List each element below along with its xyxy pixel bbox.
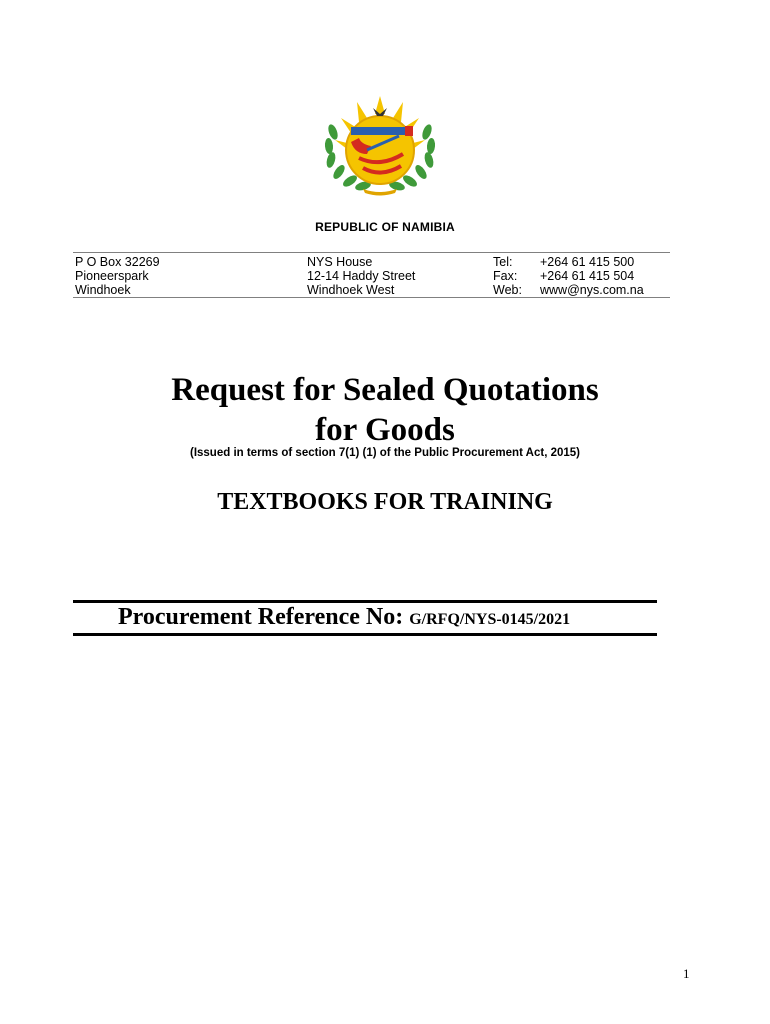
address-bottom-rule [73,297,670,298]
reference-label: Procurement Reference No: [118,604,410,630]
reference-number: G/RFQ/NYS-0145/2021 [409,611,571,628]
contact-values [540,255,644,297]
fax-value: +264 61 415 504 [540,269,635,283]
web-value: www@nys.com.na [540,283,644,297]
postal-address [75,255,160,297]
tel-label: Tel: [493,255,513,269]
title-line-2: for Goods [315,412,455,448]
postal-line: Pioneerspark [75,269,149,283]
document-subtitle: (Issued in terms of section 7(1) (1) of the Public Procurement Act, 2015) [189,447,581,459]
document-title [0,370,770,450]
postal-line: Windhoek [75,283,131,297]
republic-heading: REPUBLIC OF NAMIBIA [315,220,455,234]
procurement-reference [118,604,570,631]
postal-line: P O Box 32269 [75,255,160,269]
nys-logo [315,92,445,204]
goods-heading: TEXTBOOKS FOR TRAINING [217,489,553,515]
page-number: 1 [683,966,690,981]
physical-line: NYS House [307,255,373,269]
physical-line: Windhoek West [307,283,395,297]
reference-top-rule [73,600,657,603]
fax-label: Fax: [493,269,518,283]
tel-value: +264 61 415 500 [540,255,635,269]
contact-labels [493,255,522,297]
reference-bottom-rule [73,633,657,636]
physical-address [307,255,415,297]
title-line-1: Request for Sealed Quotations [171,372,599,408]
web-label: Web: [493,283,522,297]
physical-line: 12-14 Haddy Street [307,269,416,283]
nys-seal-emblem [315,92,445,204]
address-top-rule [73,252,670,253]
